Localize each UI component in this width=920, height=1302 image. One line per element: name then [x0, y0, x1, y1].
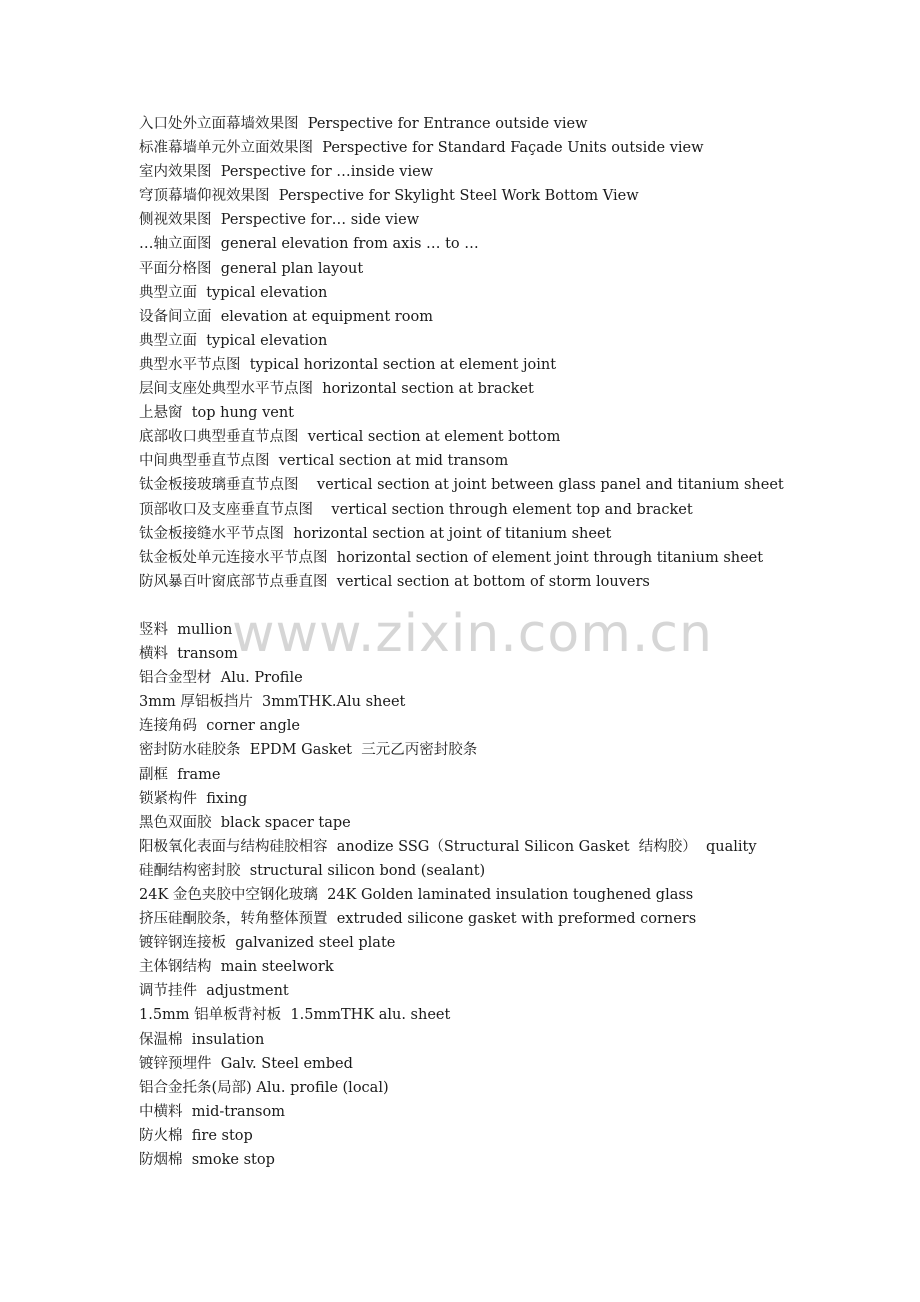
- watermark: www.zixin.com.cn: [232, 604, 713, 664]
- glossary-entry: 镀锌钢连接板 galvanized steel plate: [139, 935, 396, 952]
- glossary-entry: 中横料 mid-transom: [139, 1103, 285, 1120]
- glossary-entry: 阳极氧化表面与结构硅胶相容 anodize SSG（Structural Silicon Gasket 结构胶） quality: [139, 838, 757, 855]
- glossary-entry: 上悬窗 top hung vent: [139, 405, 295, 422]
- glossary-entry: 室内效果图 Perspective for …inside view: [139, 164, 434, 181]
- glossary-entry: 横料 transom: [139, 646, 238, 663]
- glossary-entry: 防火棉 fire stop: [139, 1127, 253, 1144]
- glossary-entry: 设备间立面 elevation at equipment room: [139, 308, 433, 325]
- glossary-entry: 连接角码 corner angle: [139, 718, 300, 735]
- glossary-entry: 主体钢结构 main steelwork: [139, 959, 334, 976]
- glossary-entry: 典型立面 typical elevation: [139, 284, 328, 301]
- glossary-entry: 防风暴百叶窗底部节点垂直图 vertical section at bottom of storm louvers: [139, 573, 650, 590]
- glossary-entry: 平面分格图 general plan layout: [139, 260, 364, 277]
- glossary-entry: 底部收口典型垂直节点图 vertical section at element bottom: [139, 429, 561, 446]
- glossary-entry: 层间支座处典型水平节点图 horizontal section at bracket: [139, 381, 534, 398]
- glossary-entry: 钛金板接玻璃垂直节点图 vertical section at joint between glass panel and titanium sheet: [139, 477, 784, 494]
- glossary-entry: 铝合金型材 Alu. Profile: [139, 670, 303, 687]
- glossary-entry: 典型水平节点图 typical horizontal section at element joint: [139, 356, 557, 373]
- glossary-entry: …轴立面图 general elevation from axis … to …: [139, 236, 479, 253]
- glossary-entry: 入口处外立面幕墙效果图 Perspective for Entrance outside view: [139, 116, 588, 132]
- glossary-entry: 侧视效果图 Perspective for… side view: [139, 212, 420, 229]
- glossary-entry: 钛金板处单元连接水平节点图 horizontal section of element joint through titanium sheet: [139, 549, 764, 566]
- glossary-entry: 保温棉 insulation: [139, 1031, 265, 1048]
- glossary-entry: 镀锌预埋件 Galv. Steel embed: [139, 1055, 353, 1072]
- glossary-entry: 标准幕墙单元外立面效果图 Perspective for Standard Façade Units outside view: [139, 140, 704, 157]
- glossary-entry: 硅酮结构密封胶 structural silicon bond (sealant): [139, 862, 486, 879]
- glossary-entry: 防烟棉 smoke stop: [139, 1152, 275, 1169]
- glossary-entry: 调节挂件 adjustment: [139, 983, 289, 1000]
- glossary-entry: 铝合金托条(局部) Alu. profile (local): [139, 1079, 389, 1096]
- glossary-entry: 24K 金色夹胶中空钢化玻璃 24K Golden laminated insulation toughened glass: [139, 887, 694, 903]
- glossary-entry: 竖料 mullion: [139, 621, 233, 638]
- glossary-entry: 钛金板接缝水平节点图 horizontal section at joint of titanium sheet: [139, 525, 612, 542]
- glossary-entry: 挤压硅酮胶条，转角整体预置 extruded silicone gasket with preformed corners: [139, 911, 697, 928]
- group-separator: [139, 594, 899, 618]
- glossary-list: [139, 112, 899, 1172]
- glossary-entry: 锁紧构件 fixing: [139, 790, 248, 807]
- glossary-entry: 黑色双面胶 black spacer tape: [139, 814, 351, 831]
- glossary-entry: 3mm 厚铝板挡片 3mmTHK.Alu sheet: [139, 694, 406, 711]
- glossary-entry: 密封防水硅胶条 EPDM Gasket 三元乙丙密封胶条: [139, 742, 478, 759]
- glossary-entry: 副框 frame: [139, 766, 221, 783]
- glossary-entry: 穹顶幕墙仰视效果图 Perspective for Skylight Steel Work Bottom View: [139, 188, 639, 205]
- glossary-entry: 顶部收口及支座垂直节点图 vertical section through element top and bracket: [139, 501, 693, 518]
- glossary-entry: 1.5mm 铝单板背衬板 1.5mmTHK alu. sheet: [139, 1007, 451, 1024]
- glossary-entry: 典型立面 typical elevation: [139, 332, 328, 349]
- glossary-entry: 中间典型垂直节点图 vertical section at mid transom: [139, 453, 509, 470]
